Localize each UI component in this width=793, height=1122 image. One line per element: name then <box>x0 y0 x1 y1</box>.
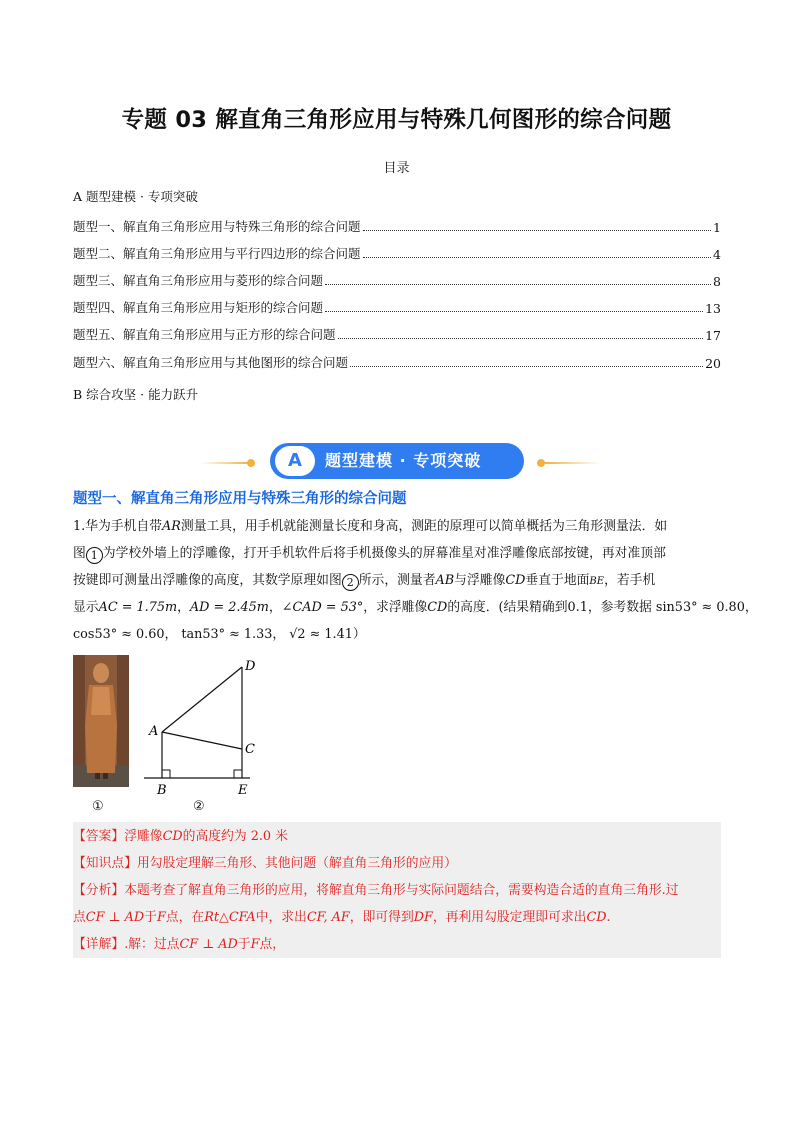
banner-line-left <box>200 462 250 464</box>
toc-item-page: 8 <box>713 274 721 289</box>
toc-item-label: 题型四、解直角三角形应用与矩形的综合问题 <box>73 300 324 315</box>
right-angle-b <box>162 770 170 778</box>
toc-item-label: 题型一、解直角三角形应用与特殊三角形的综合问题 <box>73 219 361 234</box>
answer-line: 【答案】浮雕像CD的高度约为 2.0 米 <box>73 829 288 844</box>
analysis-line: 【分析】本题考查了解直角三角形的应用，将解直角三角形与实际问题结合，需要构造合适的直角三角形.过 <box>73 883 679 898</box>
toc-item-label: 题型五、解直角三角形应用与正方形的综合问题 <box>73 327 336 342</box>
detail-line: 【详解】.解：过点CF ⊥ AD于F点， <box>73 937 286 952</box>
question-type-title: 题型一、解直角三角形应用与特殊三角形的综合问题 <box>73 491 407 507</box>
segment-ac <box>162 732 242 749</box>
toc-dot-leader <box>363 229 712 231</box>
toc-section-a[interactable]: A 题型建模 · 专项突破 <box>73 189 198 204</box>
toc-item-page: 20 <box>705 356 721 371</box>
toc-dot-leader <box>363 256 712 258</box>
toc-item[interactable] <box>73 325 721 343</box>
figure-2-label: ② <box>193 799 205 814</box>
analysis-line-2: 点CF ⊥ AD于F点，在Rt△CFA中，求出CF, AF，即可得到DF，再利用勾股定理即可求出CD. <box>73 910 611 925</box>
knowledge-point-line: 【知识点】用勾股定理解三角形、其他问题（解直角三角形的应用） <box>73 856 457 871</box>
toc-heading: 目录 <box>383 161 410 176</box>
statue-photo <box>73 655 129 787</box>
banner-line-right <box>545 462 600 464</box>
toc-item-page: 17 <box>705 328 721 343</box>
circled-number: 2 <box>342 574 359 591</box>
banner-dot-right <box>537 459 545 467</box>
toc-item[interactable] <box>73 353 721 371</box>
label-e: E <box>238 783 248 798</box>
label-b: B <box>157 783 167 798</box>
toc-item-page: 1 <box>713 220 721 235</box>
toc-item[interactable] <box>73 298 721 316</box>
label-c: C <box>245 742 255 757</box>
page-title: 专题 03 解直角三角形应用与特殊几何图形的综合问题 <box>121 107 672 133</box>
circled-number: 1 <box>86 547 103 564</box>
banner-dot-left <box>247 459 255 467</box>
toc-item-label: 题型三、解直角三角形应用与菱形的综合问题 <box>73 273 324 288</box>
toc-dot-leader <box>325 310 703 312</box>
geometry-diagram <box>140 655 260 815</box>
toc-item-page: 4 <box>713 247 721 262</box>
toc-item[interactable] <box>73 271 721 289</box>
toc-dot-leader <box>350 365 703 367</box>
label-a: A <box>149 724 159 739</box>
toc-item[interactable] <box>73 244 721 262</box>
toc-item[interactable] <box>73 217 721 235</box>
toc-item-label: 题型六、解直角三角形应用与其他图形的综合问题 <box>73 355 349 370</box>
toc-dot-leader <box>338 337 704 339</box>
label-d: D <box>245 659 256 674</box>
banner-letter: A <box>275 446 315 476</box>
toc-item-page: 13 <box>705 301 721 316</box>
segment-ad <box>162 667 242 732</box>
right-angle-e <box>234 770 242 778</box>
toc-item-label: 题型二、解直角三角形应用与平行四边形的综合问题 <box>73 246 361 261</box>
figure-1-label: ① <box>92 799 104 814</box>
toc-section-b[interactable]: B 综合攻坚 · 能力跃升 <box>73 387 199 402</box>
banner-text: 题型建模 · 专项突破 <box>325 451 482 470</box>
toc-dot-leader <box>325 283 711 285</box>
question-text: 1.华为手机自带AR测量工具，用手机就能测量长度和身高，测距的原理可以简单概括为三角形测量法．如 图 1 为学校外墙上的浮雕像，打开手机软件后将手机摄像头的屏幕准星对准浮雕像底部按键，再对准顶部 按键即可测量出浮雕像的高度，其数学原理如图 2 所示，测量者AB与浮雕像CD垂直于地面BE，若手机 显示AC = 1.75m，AD = 2.45m，∠CAD = 53°，求浮雕像CD的高度．(结果精确到0.1，参考数据 sin53° ≈ 0.80， cos53° ≈ 0.60， tan53° ≈ 1.33， √2 ≈ 1.41） <box>73 519 758 642</box>
